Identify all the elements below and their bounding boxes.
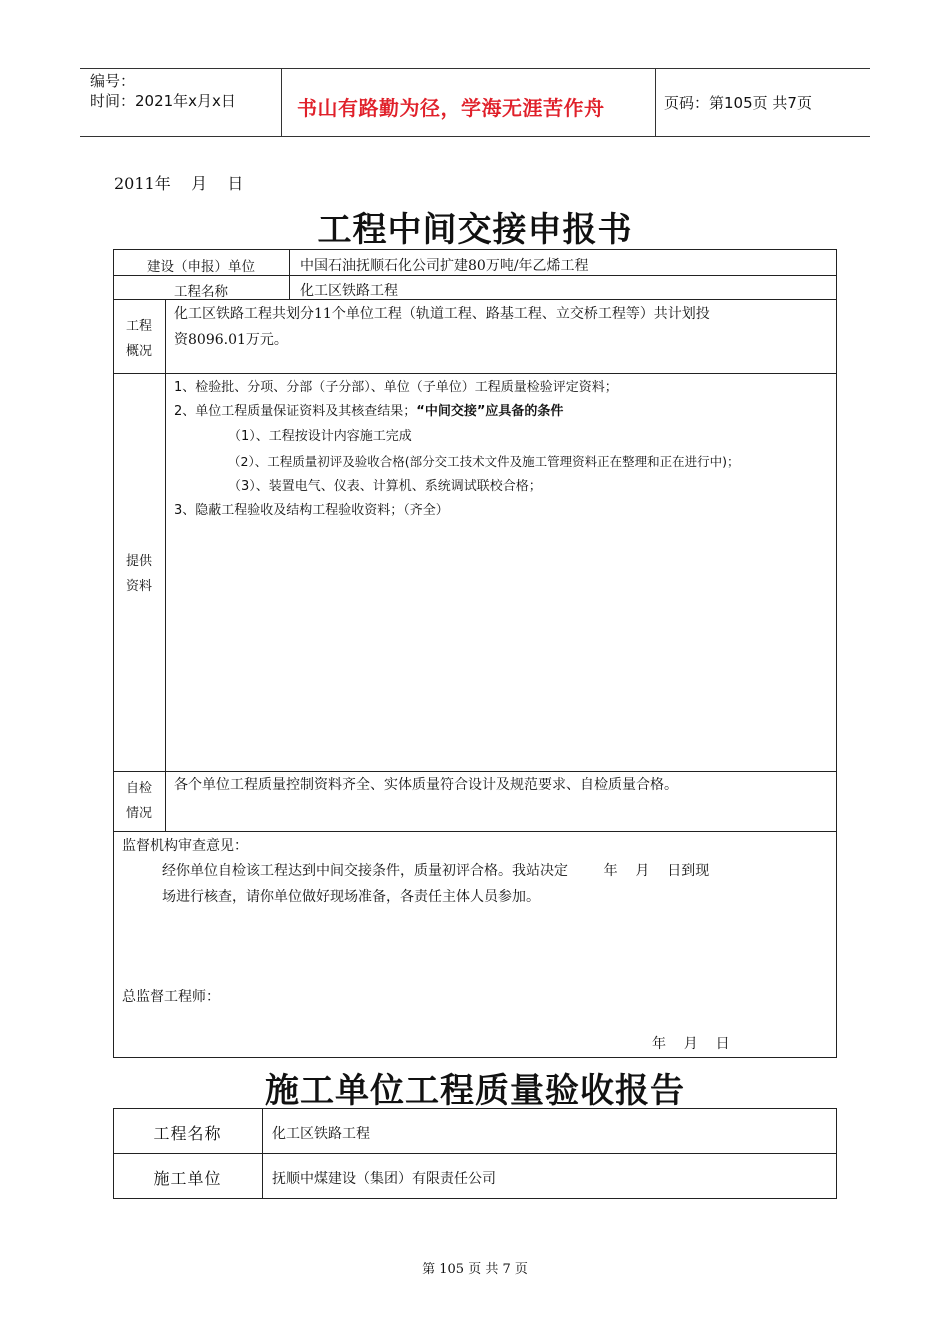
review-text-2: 场进行核查，请你单位做好现场准备，各责任主体人员参加。 [162, 889, 540, 905]
project-name-value: 化工区铁路工程 [300, 283, 398, 299]
materials-subitem: （1）、工程按设计内容施工完成 [228, 429, 412, 444]
review-text-1: 经你单位自检该工程达到中间交接条件，质量初评合格。我站决定 年 月 日到现 [162, 863, 710, 879]
form2-title: 施工单位工程质量验收报告 [265, 1071, 685, 1111]
selfcheck-label-1: 自检 [125, 781, 152, 796]
materials-label-2: 资料 [125, 579, 152, 594]
serial-label: 编号： [90, 72, 136, 90]
date-line: 2011年 月 日 [114, 174, 244, 193]
selfcheck-label-2: 情况 [125, 806, 152, 821]
chief-supervisor-label: 总监督工程师： [122, 989, 220, 1005]
header-bottom-rule [80, 136, 870, 137]
materials-item: 3、隐蔽工程验收及结构工程验收资料；（齐全） [174, 503, 449, 518]
materials-subitem: （3）、装置电气、仪表、计算机、系统调试联校合格； [228, 479, 542, 494]
materials-item: 1、检验批、分项、分部（子分部）、单位（子单位）工程质量检验评定资料； [174, 380, 618, 395]
materials-item-text: 2、单位工程质量保证资料及其核查结果； [174, 404, 417, 419]
unit-value: 中国石油抚顺石化公司扩建80万吨/年乙烯工程 [300, 258, 589, 274]
materials-item [174, 399, 563, 424]
overview-text-1: 化工区铁路工程共划分11个单位工程（轨道工程、路基工程、立交桥工程等）共计划投 [174, 306, 710, 322]
form1-col-rule [165, 299, 166, 831]
page-info: 页码：第105页 共7页 [664, 94, 812, 112]
materials-item-bold: “中间交接”应具备的条件 [416, 404, 564, 419]
review-label: 监督机构审查意见： [122, 838, 248, 854]
sign-date: 年 月 日 [652, 1036, 730, 1052]
project-name-label: 工程名称 [174, 284, 228, 300]
selfcheck-text: 各个单位工程质量控制资料齐全、实体质量符合设计及规范要求、自检质量合格。 [174, 777, 678, 793]
form1-row-rule [113, 373, 837, 374]
header-divider-right [655, 68, 656, 136]
overview-text-2: 资8096.01万元。 [174, 332, 288, 348]
header-divider-left [281, 68, 282, 136]
form1-row-rule [113, 275, 837, 276]
unit-label: 建设（申报）单位 [147, 259, 255, 275]
contractor-value: 抚顺中煤建设（集团）有限责任公司 [272, 1171, 496, 1187]
motto: 书山有路勤为径，学海无涯苦作舟 [297, 96, 605, 120]
form1-title: 工程中间交接申报书 [317, 210, 633, 250]
materials-label-1: 提供 [125, 554, 152, 569]
overview-label-2: 概况 [125, 344, 152, 359]
form2-name-value: 化工区铁路工程 [272, 1126, 370, 1142]
contractor-label: 施工单位 [153, 1169, 222, 1188]
time-label: 时间：2021年x月x日 [90, 92, 236, 110]
form1-row-rule [113, 831, 837, 832]
footer-page-number: 第 105 页 共 7 页 [422, 1262, 528, 1277]
header-top-rule [80, 68, 870, 69]
form1-col-rule [289, 249, 290, 299]
materials-subitem: （2）、工程质量初评及验收合格(部分交工技术文件及施工管理资料正在整理和正在进行中)； [228, 454, 740, 469]
form1-table [113, 249, 837, 1058]
form2-row-rule [113, 1153, 837, 1154]
form2-col-rule [262, 1108, 263, 1199]
form2-name-label: 工程名称 [153, 1124, 222, 1143]
overview-label-1: 工程 [125, 319, 152, 334]
